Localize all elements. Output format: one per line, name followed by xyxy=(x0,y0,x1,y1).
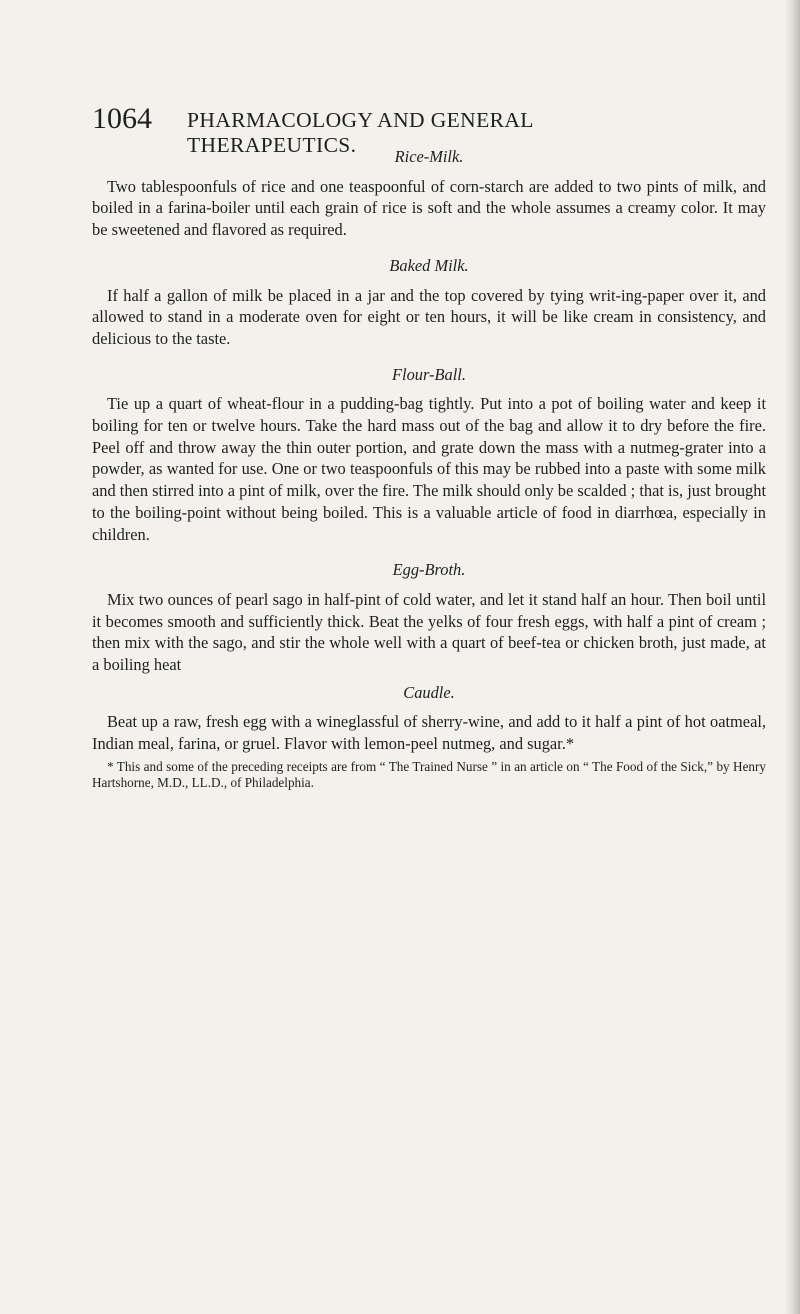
section-rice-milk xyxy=(92,146,766,241)
section-paragraph: Tie up a quart of wheat-flour in a pudding-bag tightly. Put into a pot of boiling water and keep it boiling for ten or twelve hours. Take the hard mass out of the bag and allow it to dry before the fire. Peel off and throw away the thin outer portion, and grate down the mass with a nutmeg-grater into a powder, as wanted for use. One or two teaspoonfuls of this may be rubbed into a paste with some milk and then stirred into a pint of milk, over the fire. The milk should only be scalded ; that is, just brought to the boiling-point without being boiled. This is a valuable article of food in diarrhœa, especially in children. xyxy=(92,394,766,544)
section-title: Baked Milk. xyxy=(389,255,469,275)
section-title: Flour-Ball. xyxy=(392,364,466,384)
section-title: Rice-Milk. xyxy=(394,147,464,166)
section-paragraph: Beat up a raw, fresh egg with a wineglassful of sherry-wine, and add to it half a pint of hot oatmeal, Indian meal, farina, or gruel. Flavor with lemon-peel nutmeg, and sugar.* xyxy=(92,712,766,754)
section-title: Egg-Broth. xyxy=(392,560,466,580)
page-number: 1064 xyxy=(92,102,152,135)
section-paragraph: Mix two ounces of pearl sago in half-pint of cold water, and let it stand half an hour. Then boil until it becomes smooth and sufficiently thick. Beat the yelks of four fresh eggs, with half a pint of cream ; then mix with the sago, and stir the whole well with a quart of beef-tea or chicken broth, just made, at a boiling heat xyxy=(92,589,766,675)
page-body xyxy=(92,146,766,791)
section-paragraph: If half a gallon of milk be placed in a jar and the top covered by tying writ-ing-paper over it, and allowed to stand in a moderate oven for eight or ten hours, it will be like cream in consistency, and delicious to the taste. xyxy=(92,285,766,348)
page-edge-shadow xyxy=(784,0,800,1314)
section-baked-milk xyxy=(92,255,766,350)
section-title: Caudle. xyxy=(403,682,455,702)
footnote: * This and some of the preceding receipts are from “ The Trained Nurse ” in an article on “ The Food of the Sick,” by Henry Hartshorne, M.D., LL.D., of Philadelphia. xyxy=(92,758,766,790)
section-egg-broth xyxy=(92,559,766,676)
section-flour-ball xyxy=(92,364,766,546)
section-caudle xyxy=(92,682,766,755)
running-head: PHARMACOLOGY AND GENERAL THERAPEUTICS. xyxy=(187,108,534,157)
section-paragraph: Two tablespoonfuls of rice and one teaspoonful of corn-starch are added to two pints of milk, and boiled in a farina-boiler until each grain of rice is soft and the whole assumes a creamy color. It may be sweetened and flavored as required. xyxy=(92,176,766,240)
